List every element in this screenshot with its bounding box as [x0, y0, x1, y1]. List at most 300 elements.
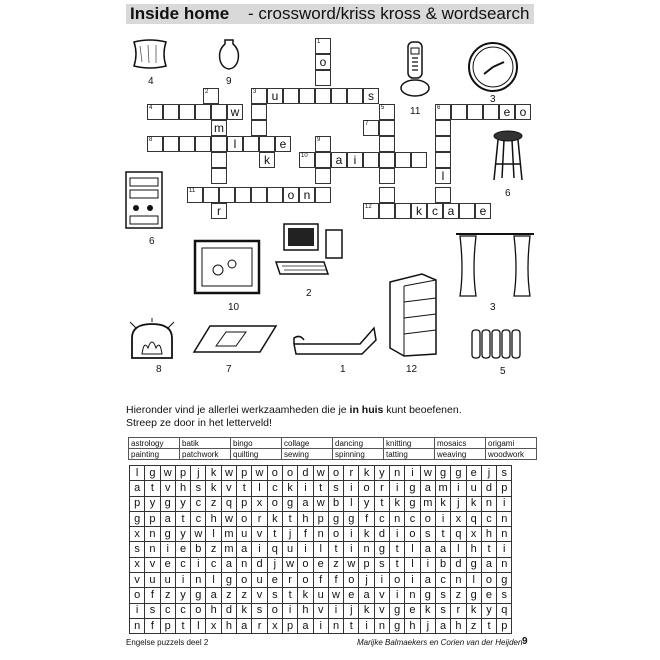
crossword-cell[interactable] — [475, 203, 491, 219]
letter-cell[interactable]: o — [344, 573, 359, 588]
letter-cell[interactable]: i — [160, 542, 175, 557]
letter-cell[interactable]: p — [237, 496, 252, 511]
letter-cell[interactable]: n — [497, 511, 512, 526]
crossword-cell[interactable] — [435, 187, 451, 203]
letter-cell[interactable]: y — [481, 603, 496, 618]
letter-cell[interactable]: e — [267, 573, 282, 588]
letter-cell[interactable]: t — [145, 481, 160, 496]
letter-cell[interactable]: g — [160, 496, 175, 511]
letter-cell[interactable]: w — [221, 466, 236, 481]
letter-cell[interactable]: i — [497, 542, 512, 557]
letter-cell[interactable]: p — [175, 466, 190, 481]
letter-cell[interactable]: p — [497, 618, 512, 633]
letter-cell[interactable]: i — [344, 542, 359, 557]
letter-cell[interactable]: g — [405, 481, 420, 496]
letter-cell[interactable]: n — [359, 542, 374, 557]
letter-cell[interactable]: t — [328, 542, 343, 557]
letter-cell[interactable]: a — [435, 542, 450, 557]
letter-cell[interactable]: i — [344, 527, 359, 542]
letter-cell[interactable]: h — [221, 618, 236, 633]
letter-cell[interactable]: m — [221, 527, 236, 542]
crossword-cell[interactable] — [163, 104, 179, 120]
letter-cell[interactable]: z — [237, 588, 252, 603]
crossword-cell[interactable] — [299, 88, 315, 104]
letter-cell[interactable]: y — [175, 527, 190, 542]
letter-cell[interactable]: x — [252, 496, 267, 511]
crossword-cell[interactable] — [195, 136, 211, 152]
letter-cell[interactable]: i — [420, 557, 435, 572]
letter-cell[interactable]: w — [313, 466, 328, 481]
letter-cell[interactable]: l — [252, 481, 267, 496]
letter-cell[interactable]: h — [481, 527, 496, 542]
letter-cell[interactable]: i — [344, 481, 359, 496]
letter-cell[interactable]: b — [435, 557, 450, 572]
letter-cell[interactable]: t — [175, 511, 190, 526]
letter-cell[interactable]: l — [206, 527, 221, 542]
crossword-cell[interactable] — [379, 203, 395, 219]
crossword-cell[interactable] — [347, 152, 363, 168]
letter-cell[interactable]: q — [451, 527, 466, 542]
crossword-cell[interactable] — [283, 187, 299, 203]
letter-cell[interactable]: k — [466, 603, 481, 618]
letter-cell[interactable]: f — [145, 588, 160, 603]
letter-cell[interactable]: s — [145, 603, 160, 618]
letter-cell[interactable]: w — [282, 557, 297, 572]
letter-cell[interactable]: l — [405, 542, 420, 557]
letter-cell[interactable]: f — [298, 527, 313, 542]
letter-cell[interactable]: x — [451, 511, 466, 526]
letter-cell[interactable]: o — [405, 527, 420, 542]
crossword-cell[interactable] — [315, 54, 331, 70]
letter-cell[interactable]: k — [237, 603, 252, 618]
letter-cell[interactable]: c — [481, 511, 496, 526]
letter-cell[interactable]: p — [497, 481, 512, 496]
letter-cell[interactable]: a — [206, 588, 221, 603]
letter-cell[interactable]: c — [175, 603, 190, 618]
letter-cell[interactable]: t — [390, 557, 405, 572]
crossword-cell[interactable] — [331, 88, 347, 104]
crossword-cell[interactable] — [147, 104, 163, 120]
letter-cell[interactable]: c — [191, 511, 206, 526]
letter-cell[interactable]: p — [237, 466, 252, 481]
letter-cell[interactable]: f — [313, 573, 328, 588]
crossword-cell[interactable] — [435, 120, 451, 136]
letter-cell[interactable]: c — [206, 557, 221, 572]
letter-cell[interactable]: l — [466, 573, 481, 588]
letter-cell[interactable]: t — [237, 481, 252, 496]
letter-cell[interactable]: o — [130, 588, 145, 603]
letter-cell[interactable]: v — [374, 588, 389, 603]
letter-cell[interactable]: i — [390, 527, 405, 542]
letter-cell[interactable]: c — [374, 511, 389, 526]
letter-cell[interactable]: o — [481, 573, 496, 588]
letter-cell[interactable]: b — [328, 496, 343, 511]
letter-cell[interactable]: g — [405, 496, 420, 511]
letter-cell[interactable]: j — [344, 603, 359, 618]
letter-cell[interactable]: j — [191, 466, 206, 481]
letter-cell[interactable]: i — [374, 573, 389, 588]
letter-cell[interactable]: t — [374, 496, 389, 511]
letter-cell[interactable]: h — [298, 511, 313, 526]
letter-cell[interactable]: r — [282, 573, 297, 588]
letter-cell[interactable]: f — [359, 511, 374, 526]
letter-cell[interactable]: l — [206, 573, 221, 588]
crossword-cell[interactable] — [435, 136, 451, 152]
crossword-cell[interactable] — [379, 152, 395, 168]
letter-cell[interactable]: l — [405, 557, 420, 572]
crossword-cell[interactable] — [299, 187, 315, 203]
crossword-cell[interactable] — [251, 104, 267, 120]
letter-cell[interactable]: o — [282, 466, 297, 481]
letter-cell[interactable]: f — [328, 573, 343, 588]
letter-cell[interactable]: g — [221, 573, 236, 588]
letter-cell[interactable]: n — [145, 527, 160, 542]
letter-cell[interactable]: j — [282, 527, 297, 542]
letter-cell[interactable]: y — [175, 496, 190, 511]
crossword-cell[interactable] — [379, 168, 395, 184]
letter-cell[interactable]: h — [175, 481, 190, 496]
letter-cell[interactable]: i — [191, 557, 206, 572]
crossword-cell[interactable] — [195, 104, 211, 120]
letter-cell[interactable]: x — [130, 527, 145, 542]
letter-cell[interactable]: g — [374, 542, 389, 557]
letter-cell[interactable]: k — [359, 466, 374, 481]
crossword-cell[interactable] — [211, 104, 227, 120]
letter-cell[interactable]: i — [282, 603, 297, 618]
letter-cell[interactable]: z — [221, 588, 236, 603]
letter-cell[interactable]: t — [435, 527, 450, 542]
letter-cell[interactable]: t — [282, 588, 297, 603]
crossword-cell[interactable] — [515, 104, 531, 120]
letter-cell[interactable]: i — [175, 573, 190, 588]
crossword-cell[interactable] — [451, 104, 467, 120]
letter-cell[interactable]: o — [191, 603, 206, 618]
crossword-cell[interactable] — [219, 187, 235, 203]
letter-cell[interactable]: v — [160, 481, 175, 496]
crossword-cell[interactable] — [315, 187, 331, 203]
crossword-cell[interactable] — [363, 203, 379, 219]
letter-cell[interactable]: x — [130, 557, 145, 572]
letter-cell[interactable]: r — [252, 618, 267, 633]
crossword-cell[interactable] — [227, 104, 243, 120]
letter-cell[interactable]: i — [130, 603, 145, 618]
crossword-cell[interactable] — [435, 104, 451, 120]
letter-cell[interactable]: h — [298, 603, 313, 618]
letter-cell[interactable]: o — [390, 573, 405, 588]
letter-cell[interactable]: v — [130, 573, 145, 588]
letter-cell[interactable]: k — [206, 466, 221, 481]
letter-cell[interactable]: w — [160, 466, 175, 481]
letter-cell[interactable]: s — [497, 588, 512, 603]
letter-cell[interactable]: x — [206, 618, 221, 633]
letter-cell[interactable]: s — [420, 527, 435, 542]
letter-cell[interactable]: t — [267, 527, 282, 542]
crossword-cell[interactable] — [315, 152, 331, 168]
letter-cell[interactable]: r — [344, 466, 359, 481]
letter-cell[interactable]: g — [466, 588, 481, 603]
letter-cell[interactable]: e — [466, 466, 481, 481]
letter-cell[interactable]: d — [451, 557, 466, 572]
letter-cell[interactable]: o — [298, 557, 313, 572]
letter-cell[interactable]: n — [237, 557, 252, 572]
letter-cell[interactable]: k — [359, 527, 374, 542]
letter-cell[interactable]: s — [267, 588, 282, 603]
letter-cell[interactable]: e — [313, 557, 328, 572]
letter-cell[interactable]: a — [420, 573, 435, 588]
letter-cell[interactable]: k — [359, 603, 374, 618]
letter-cell[interactable]: i — [313, 618, 328, 633]
letter-cell[interactable]: a — [237, 542, 252, 557]
letter-cell[interactable]: s — [435, 588, 450, 603]
letter-cell[interactable]: t — [481, 542, 496, 557]
letter-cell[interactable]: g — [344, 511, 359, 526]
letter-cell[interactable]: n — [328, 618, 343, 633]
letter-cell[interactable]: s — [374, 557, 389, 572]
crossword-cell[interactable] — [435, 168, 451, 184]
letter-cell[interactable]: n — [145, 542, 160, 557]
crossword-cell[interactable] — [467, 104, 483, 120]
letter-cell[interactable]: t — [390, 542, 405, 557]
crossword-cell[interactable] — [227, 136, 243, 152]
letter-cell[interactable]: h — [451, 618, 466, 633]
letter-cell[interactable]: a — [160, 511, 175, 526]
letter-cell[interactable]: n — [390, 466, 405, 481]
crossword-cell[interactable] — [379, 120, 395, 136]
letter-cell[interactable]: q — [497, 603, 512, 618]
letter-cell[interactable]: p — [282, 618, 297, 633]
letter-cell[interactable]: y — [374, 466, 389, 481]
letter-cell[interactable]: u — [252, 573, 267, 588]
letter-cell[interactable]: w — [313, 496, 328, 511]
letter-cell[interactable]: i — [252, 542, 267, 557]
letter-cell[interactable]: n — [374, 618, 389, 633]
crossword-cell[interactable] — [483, 104, 499, 120]
letter-cell[interactable]: i — [390, 588, 405, 603]
letter-cell[interactable]: s — [191, 481, 206, 496]
crossword-cell[interactable] — [299, 152, 315, 168]
letter-cell[interactable]: o — [298, 573, 313, 588]
crossword-cell[interactable] — [363, 152, 379, 168]
letter-cell[interactable]: u — [282, 542, 297, 557]
crossword-cell[interactable] — [395, 152, 411, 168]
crossword-cell[interactable] — [203, 88, 219, 104]
letter-cell[interactable]: t — [282, 511, 297, 526]
letter-cell[interactable]: e — [344, 588, 359, 603]
crossword-cell[interactable] — [251, 187, 267, 203]
letter-cell[interactable]: o — [328, 466, 343, 481]
letter-cell[interactable]: a — [359, 588, 374, 603]
letter-cell[interactable]: a — [237, 618, 252, 633]
letter-cell[interactable]: h — [206, 511, 221, 526]
letter-cell[interactable]: k — [466, 496, 481, 511]
letter-cell[interactable]: d — [298, 466, 313, 481]
letter-cell[interactable]: v — [374, 603, 389, 618]
letter-cell[interactable]: z — [206, 542, 221, 557]
crossword-cell[interactable] — [147, 136, 163, 152]
letter-cell[interactable]: n — [191, 573, 206, 588]
letter-cell[interactable]: b — [191, 542, 206, 557]
letter-cell[interactable]: g — [328, 511, 343, 526]
letter-cell[interactable]: w — [221, 511, 236, 526]
letter-cell[interactable]: s — [130, 542, 145, 557]
crossword-cell[interactable] — [211, 136, 227, 152]
letter-cell[interactable]: w — [420, 466, 435, 481]
letter-cell[interactable]: j — [267, 557, 282, 572]
letter-cell[interactable]: o — [328, 527, 343, 542]
letter-cell[interactable]: z — [206, 496, 221, 511]
letter-cell[interactable]: m — [420, 496, 435, 511]
letter-cell[interactable]: h — [405, 618, 420, 633]
crossword-cell[interactable] — [203, 187, 219, 203]
letter-cell[interactable]: i — [298, 542, 313, 557]
letter-cell[interactable]: a — [481, 557, 496, 572]
letter-cell[interactable]: f — [145, 618, 160, 633]
letter-cell[interactable]: a — [420, 481, 435, 496]
letter-cell[interactable]: i — [298, 481, 313, 496]
crossword-cell[interactable] — [179, 104, 195, 120]
crossword-cell[interactable] — [315, 38, 331, 54]
letter-cell[interactable]: g — [466, 557, 481, 572]
letter-cell[interactable]: y — [175, 588, 190, 603]
letter-cell[interactable]: k — [390, 496, 405, 511]
letter-cell[interactable]: v — [313, 603, 328, 618]
letter-cell[interactable]: n — [390, 511, 405, 526]
letter-cell[interactable]: o — [237, 573, 252, 588]
crossword-cell[interactable] — [379, 104, 395, 120]
letter-cell[interactable]: o — [267, 603, 282, 618]
letter-cell[interactable]: t — [344, 618, 359, 633]
letter-cell[interactable]: n — [405, 588, 420, 603]
crossword-cell[interactable] — [163, 136, 179, 152]
crossword-cell[interactable] — [187, 187, 203, 203]
letter-cell[interactable]: k — [420, 603, 435, 618]
letter-cell[interactable]: y — [145, 496, 160, 511]
letter-cell[interactable]: x — [267, 618, 282, 633]
letter-cell[interactable]: g — [145, 466, 160, 481]
letter-cell[interactable]: r — [374, 481, 389, 496]
crossword-cell[interactable] — [211, 152, 227, 168]
letter-cell[interactable]: r — [451, 603, 466, 618]
letter-cell[interactable]: o — [267, 466, 282, 481]
letter-cell[interactable]: l — [451, 542, 466, 557]
crossword-cell[interactable] — [275, 136, 291, 152]
letter-cell[interactable]: p — [359, 557, 374, 572]
letter-cell[interactable]: q — [221, 496, 236, 511]
letter-cell[interactable]: d — [481, 481, 496, 496]
crossword-cell[interactable] — [267, 88, 283, 104]
letter-cell[interactable]: v — [221, 481, 236, 496]
letter-cell[interactable]: k — [267, 511, 282, 526]
letter-cell[interactable]: j — [359, 573, 374, 588]
letter-cell[interactable]: i — [405, 466, 420, 481]
crossword-cell[interactable] — [435, 152, 451, 168]
letter-cell[interactable]: d — [252, 557, 267, 572]
letter-cell[interactable]: d — [221, 603, 236, 618]
crossword-cell[interactable] — [267, 187, 283, 203]
crossword-cell[interactable] — [315, 70, 331, 86]
letter-cell[interactable]: o — [420, 511, 435, 526]
letter-cell[interactable]: a — [221, 557, 236, 572]
letter-cell[interactable]: i — [451, 481, 466, 496]
letter-cell[interactable]: w — [328, 588, 343, 603]
letter-cell[interactable]: p — [145, 511, 160, 526]
crossword-cell[interactable] — [363, 120, 379, 136]
crossword-cell[interactable] — [443, 203, 459, 219]
letter-cell[interactable]: h — [466, 542, 481, 557]
letter-cell[interactable]: g — [130, 511, 145, 526]
crossword-cell[interactable] — [259, 136, 275, 152]
letter-cell[interactable]: s — [435, 603, 450, 618]
letter-cell[interactable]: e — [175, 542, 190, 557]
letter-cell[interactable]: c — [175, 557, 190, 572]
letter-cell[interactable]: p — [130, 496, 145, 511]
letter-cell[interactable]: g — [282, 496, 297, 511]
letter-cell[interactable]: n — [497, 557, 512, 572]
letter-cell[interactable]: g — [160, 527, 175, 542]
letter-cell[interactable]: n — [130, 618, 145, 633]
letter-cell[interactable]: v — [145, 557, 160, 572]
crossword-cell[interactable] — [331, 152, 347, 168]
letter-cell[interactable]: l — [313, 542, 328, 557]
letter-cell[interactable]: i — [359, 618, 374, 633]
letter-cell[interactable]: g — [390, 618, 405, 633]
letter-cell[interactable]: g — [435, 466, 450, 481]
letter-cell[interactable]: c — [267, 481, 282, 496]
letter-cell[interactable]: o — [359, 481, 374, 496]
letter-cell[interactable]: a — [420, 542, 435, 557]
letter-cell[interactable]: j — [481, 466, 496, 481]
letter-cell[interactable]: q — [466, 511, 481, 526]
letter-cell[interactable]: y — [359, 496, 374, 511]
letter-cell[interactable]: w — [252, 466, 267, 481]
letter-cell[interactable]: v — [252, 588, 267, 603]
letter-cell[interactable]: a — [298, 618, 313, 633]
crossword-cell[interactable] — [379, 187, 395, 203]
letter-cell[interactable]: l — [130, 466, 145, 481]
crossword-cell[interactable] — [251, 88, 267, 104]
letter-cell[interactable]: j — [451, 496, 466, 511]
letter-cell[interactable]: i — [435, 511, 450, 526]
letter-cell[interactable]: c — [435, 573, 450, 588]
letter-cell[interactable]: c — [191, 496, 206, 511]
letter-cell[interactable]: n — [313, 527, 328, 542]
letter-cell[interactable]: l — [191, 618, 206, 633]
crossword-cell[interactable] — [179, 136, 195, 152]
letter-cell[interactable]: v — [252, 527, 267, 542]
letter-cell[interactable]: u — [466, 481, 481, 496]
letter-cell[interactable]: z — [328, 557, 343, 572]
letter-cell[interactable]: w — [191, 527, 206, 542]
letter-cell[interactable]: x — [466, 527, 481, 542]
crossword-cell[interactable] — [395, 203, 411, 219]
crossword-cell[interactable] — [283, 88, 299, 104]
letter-cell[interactable]: a — [130, 481, 145, 496]
letter-cell[interactable]: z — [466, 618, 481, 633]
letter-cell[interactable]: u — [145, 573, 160, 588]
letter-cell[interactable]: e — [405, 603, 420, 618]
letter-cell[interactable]: t — [175, 618, 190, 633]
crossword-cell[interactable] — [211, 203, 227, 219]
letter-cell[interactable]: k — [298, 588, 313, 603]
crossword-cell[interactable] — [235, 187, 251, 203]
letter-cell[interactable]: u — [237, 527, 252, 542]
crossword-cell[interactable] — [251, 120, 267, 136]
letter-cell[interactable]: w — [344, 557, 359, 572]
crossword-cell[interactable] — [243, 136, 259, 152]
letter-cell[interactable]: s — [328, 481, 343, 496]
letter-cell[interactable]: o — [267, 496, 282, 511]
letter-cell[interactable]: c — [405, 511, 420, 526]
